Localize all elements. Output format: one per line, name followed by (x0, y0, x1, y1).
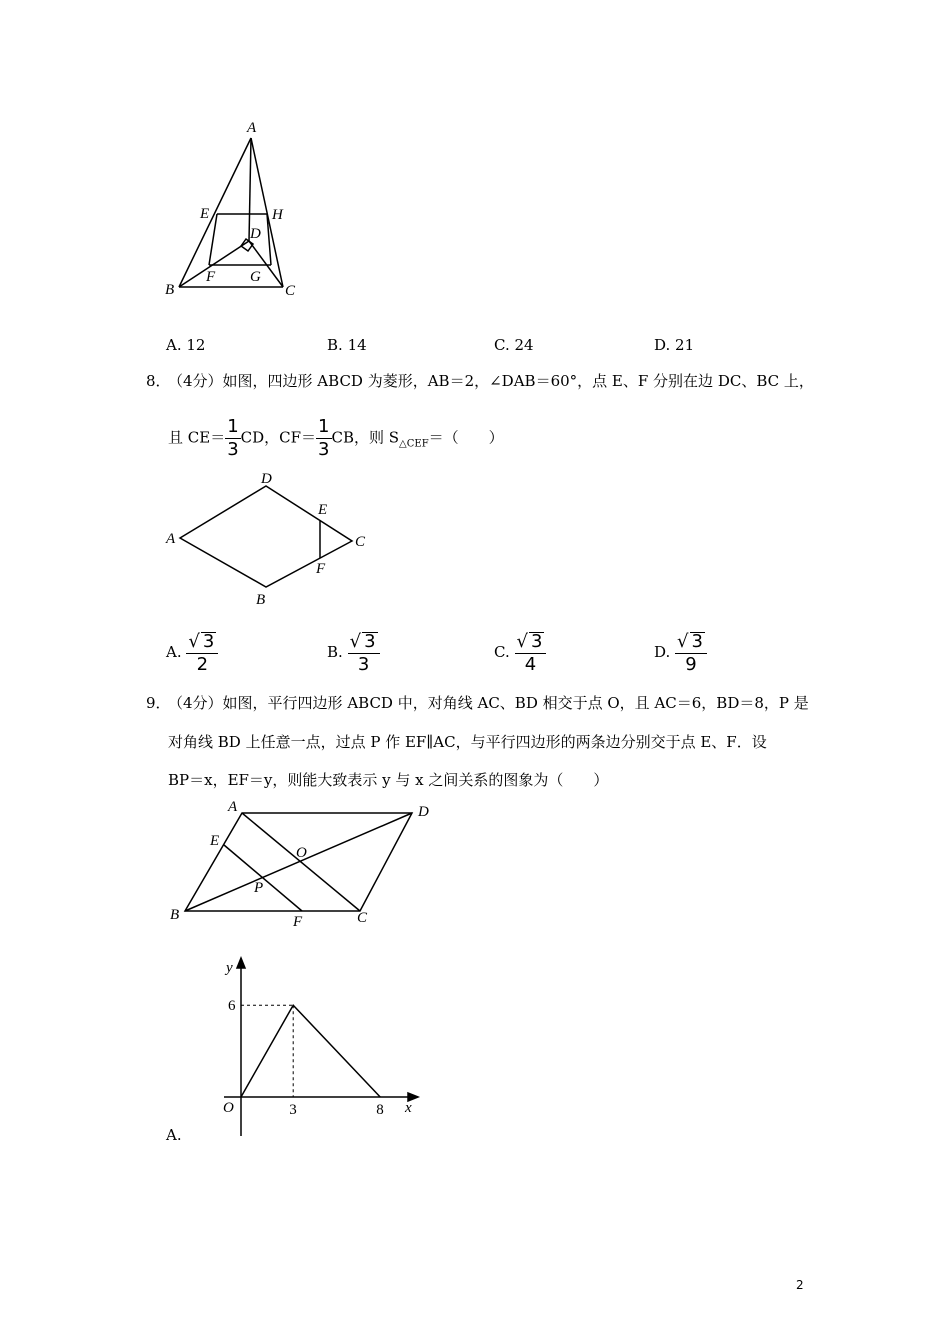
label-g: G (250, 269, 261, 285)
q8-text-line2: 且 CE＝ $\frac{1}{3}$ CD，CF＝ $\frac{1}{3}$ CB，则 $S_{\triangle CEF}=$（ ） (168, 416, 504, 460)
label-b: B (256, 592, 266, 608)
y-axis-label: y (226, 960, 233, 976)
segment-ef (224, 845, 302, 911)
x-tick-label: 3 (289, 1102, 297, 1118)
label-b: B (170, 907, 180, 923)
diagonal-bd (185, 813, 412, 911)
q7-figure (160, 118, 310, 308)
label-d: D (250, 226, 261, 242)
q7-option-a: A. 12 (166, 336, 206, 354)
q9-text-line3: BP＝x，EF＝y，则能大致表示 y 与 x 之间关系的图象为（ ） (168, 771, 609, 789)
q8-option-d: D. $\frac{√ 3}{9}$ (654, 632, 707, 674)
q8-option-c: C. $\frac{√ 3}{4}$ (494, 632, 546, 674)
fraction-one-third-2: $\frac{1}{3}$ (318, 416, 330, 460)
label-f: F (316, 561, 326, 577)
q8-number: 8． (146, 372, 171, 390)
label-a: A (247, 120, 257, 136)
label-a: A (166, 531, 176, 547)
q9-text-line2: 对角线 BD 上任意一点，过点 P 作 EF∥AC，与平行四边形的两条边分别交于点 E、F．设 (168, 733, 767, 751)
q9-option-a-graph (210, 950, 430, 1140)
y-tick-label: 6 (228, 998, 236, 1015)
q9-number: 9． (146, 694, 171, 712)
label-b: B (165, 282, 175, 298)
x-axis-label: x (405, 1100, 412, 1116)
q9-figure (160, 795, 440, 935)
label-e: E (210, 833, 220, 849)
x-tick-label: 8 (376, 1102, 384, 1118)
q8-figure (160, 466, 375, 611)
q7-option-b: B. 14 (327, 336, 367, 354)
label-c: C (355, 534, 366, 550)
y-axis-arrow (237, 958, 245, 968)
label-e: E (318, 502, 328, 518)
q8-option-b: B. $\frac{√ 3}{3}$ (327, 632, 380, 674)
q9-option-a-letter: A. (166, 1126, 182, 1144)
label-h: H (272, 207, 283, 223)
diagonal-ac (242, 813, 360, 911)
label-e: E (200, 206, 210, 222)
q9-text-line1: （4分）如图，平行四边形 ABCD 中，对角线 AC、BD 相交于点 O，且 AC＝6，BD＝8，P 是 (168, 694, 809, 712)
label-f: F (206, 269, 216, 285)
label-f: F (293, 914, 303, 930)
label-d: D (418, 804, 429, 820)
label-c: C (357, 910, 368, 926)
q8-option-a: A. $\frac{√ 3}{2}$ (166, 632, 218, 674)
label-d: D (261, 471, 272, 487)
origin-label: O (223, 1100, 234, 1116)
series-line (241, 1005, 380, 1097)
page-number: 2 (796, 1278, 804, 1292)
q8-text-line1: （4分）如图，四边形 ABCD 为菱形，AB＝2，∠DAB＝60°，点 E、F 分别在边 DC、BC 上， (168, 372, 814, 390)
fraction-one-third-1: $\frac{1}{3}$ (227, 416, 239, 460)
label-o: O (296, 845, 307, 861)
label-c: C (285, 283, 296, 299)
label-p: P (254, 880, 264, 896)
label-a: A (228, 799, 238, 815)
q7-option-c: C. 24 (494, 336, 534, 354)
q7-option-d: D. 21 (654, 336, 695, 354)
